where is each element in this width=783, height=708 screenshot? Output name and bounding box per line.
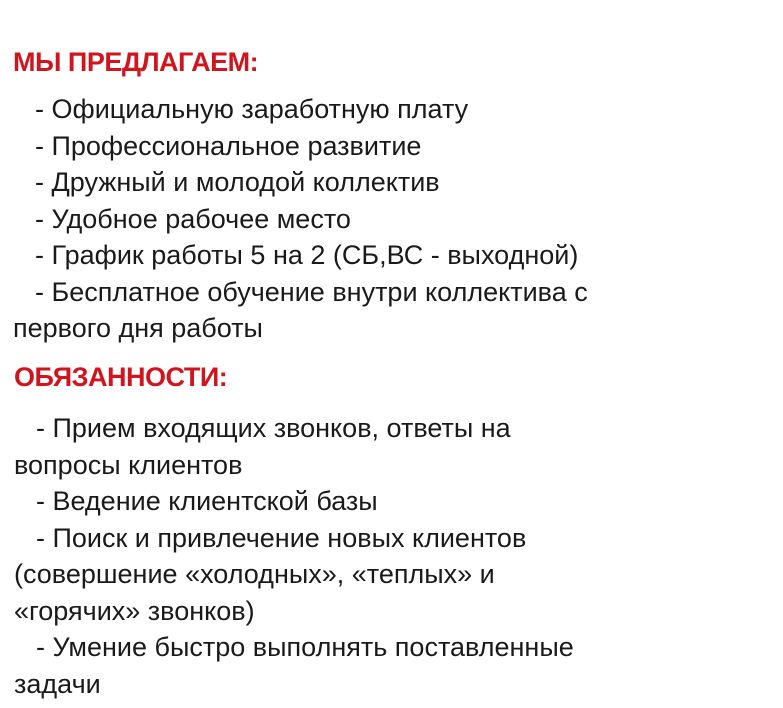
duties-item-line: - Ведение клиентской базы <box>36 486 378 516</box>
offer-item-line: - Бесплатное обучение внутри коллектива с <box>35 276 588 307</box>
offer-item <box>13 128 763 165</box>
offer-item <box>13 237 763 274</box>
duties-list <box>14 410 754 702</box>
offer-item-line: - Дружный и молодой коллектив <box>35 167 440 197</box>
offer-item <box>13 91 763 128</box>
duties-item <box>14 483 754 520</box>
duties-item <box>14 629 754 702</box>
offer-item <box>13 201 763 238</box>
offer-item-line: - Удобное рабочее место <box>35 203 351 234</box>
duties-heading: ОБЯЗАННОСТИ: <box>14 362 228 392</box>
duties-item-line: - Прием входящих звонков, ответы на <box>36 413 511 443</box>
offer-section <box>13 47 763 347</box>
duties-item <box>14 520 754 630</box>
duties-item-line-continued: «горячих» звонков) <box>14 595 255 626</box>
duties-item-line-continued: задачи <box>14 668 101 699</box>
duties-item-line-continued: (совершение «холодных», «теплых» и <box>14 559 495 589</box>
duties-item-line: - Умение быстро выполнять поставленные <box>36 632 574 662</box>
offer-list <box>13 91 763 347</box>
duties-item <box>14 410 754 483</box>
duties-item-line-continued: вопросы клиентов <box>14 449 243 480</box>
offer-heading: МЫ ПРЕДЛАГАЕМ: <box>13 47 259 77</box>
offer-item-line: - Официальную заработную плату <box>35 94 469 124</box>
offer-item-line-continued: первого дня работы <box>13 313 263 343</box>
offer-item-line: - График работы 5 на 2 (СБ,ВС - выходной) <box>35 240 579 270</box>
offer-item <box>13 274 763 347</box>
duties-item-line: - Поиск и привлечение новых клиентов <box>36 522 527 553</box>
offer-item <box>13 164 763 201</box>
offer-item-line: - Профессиональное развитие <box>35 130 422 161</box>
duties-section <box>14 362 754 702</box>
